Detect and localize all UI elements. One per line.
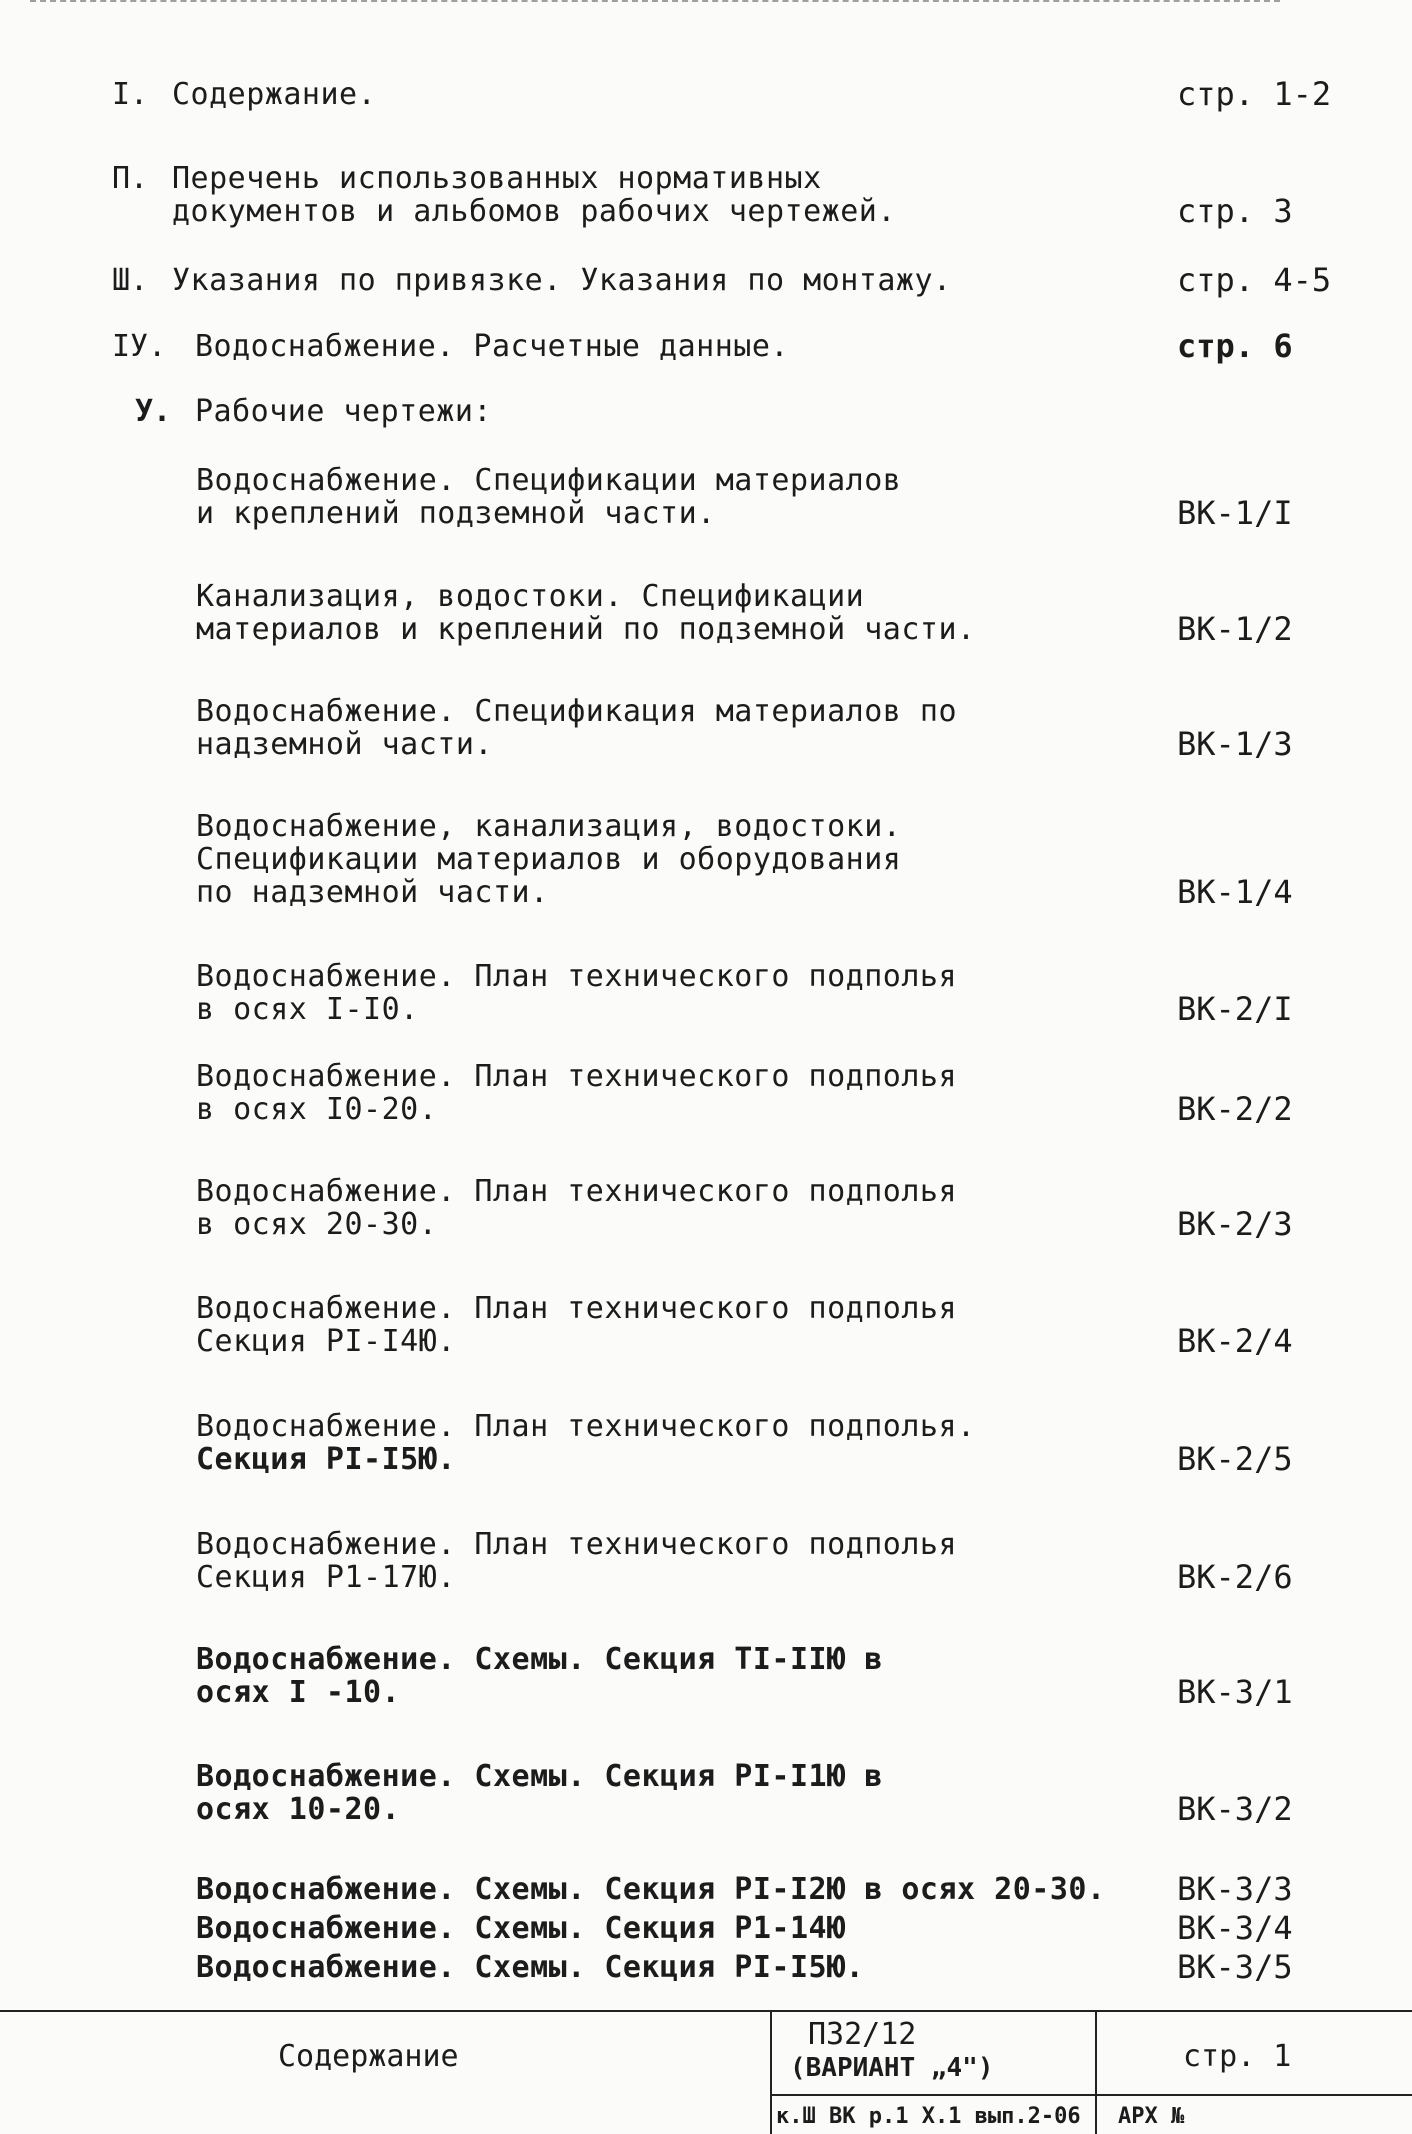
- drawing-title-line-2: в осях I-I0.: [196, 992, 419, 1027]
- drawing-title: Водоснабжение. Схемы. Секция P1-14Ю: [196, 1911, 846, 1946]
- drawing-title-line-1: Водоснабжение. План технического подполья.: [196, 1409, 976, 1444]
- drawing-sheet-ref: ВК-2/4: [1177, 1322, 1293, 1360]
- drawing-title-line-1: Водоснабжение. Спецификации материалов: [196, 463, 902, 498]
- toc-page-ref: стр. 6: [1177, 327, 1293, 365]
- drawing-sheet-ref: ВК-3/5: [1177, 1948, 1293, 1986]
- title-block-code: П32/12: [808, 2017, 917, 2052]
- toc-title-line-1: Перечень использованных нормативных: [172, 161, 822, 196]
- toc-title: Рабочие чертежи:: [195, 394, 492, 429]
- drawing-sheet-ref: ВК-1/I: [1177, 494, 1293, 532]
- title-block: [0, 2010, 1412, 2134]
- drawing-title-line-2: Секция P1-17Ю.: [196, 1560, 456, 1595]
- toc-title: Содержание.: [172, 77, 377, 112]
- drawing-sheet-ref: ВК-3/1: [1177, 1673, 1293, 1711]
- toc-title-line-2: документов и альбомов рабочих чертежей.: [172, 194, 896, 229]
- toc-number: П.: [112, 161, 149, 196]
- title-block-variant: (ВАРИАНТ „4"): [790, 2053, 994, 2083]
- drawing-title-line-2: и креплений подземной части.: [196, 496, 716, 531]
- toc-page-ref: стр. 3: [1177, 192, 1293, 230]
- drawing-title-line-1: Водоснабжение. План технического подполья: [196, 1174, 958, 1209]
- drawing-title-line-2: осях 10-20.: [196, 1792, 401, 1827]
- drawing-title-line-1: Водоснабжение. Схемы. Секция PI-I1Ю в: [196, 1759, 883, 1794]
- drawing-title-line-2: надземной части.: [196, 727, 493, 762]
- drawing-sheet-ref: ВК-3/4: [1177, 1909, 1293, 1947]
- drawing-title-line-2: Спецификации материалов и оборудования: [196, 842, 902, 877]
- drawing-title-line-2: Секция PI-I5Ю.: [196, 1442, 456, 1477]
- drawing-title-line-1: Водоснабжение. Спецификация материалов по: [196, 694, 958, 729]
- drawing-title: Водоснабжение. Схемы. Секция PI-I2Ю в осях 20-30.: [196, 1872, 1106, 1907]
- drawing-title-line-2: материалов и креплений по подземной части.: [196, 612, 976, 647]
- drawing-title-line-2: Секция PI-I4Ю.: [196, 1324, 456, 1359]
- drawing-title-line-3: по надземной части.: [196, 875, 549, 910]
- title-block-mid-line: [770, 2094, 1095, 2096]
- toc-page-ref: стр. 4-5: [1177, 261, 1332, 299]
- drawing-sheet-ref: ВК-3/3: [1177, 1870, 1293, 1908]
- top-edge-line: [30, 0, 1280, 5]
- drawing-title-line-1: Водоснабжение. Схемы. Секция TI-IIЮ в: [196, 1642, 883, 1677]
- drawing-title-line-2: в осях 20-30.: [196, 1207, 438, 1242]
- drawing-sheet-ref: ВК-1/4: [1177, 873, 1293, 911]
- drawing-title-line-1: Водоснабжение. План технического подполья: [196, 1291, 958, 1326]
- drawing-sheet-ref: ВК-1/2: [1177, 610, 1293, 648]
- drawing-title-line-1: Водоснабжение. План технического подполья: [196, 1527, 958, 1562]
- drawing-title-line-1: Водоснабжение. План технического подполья: [196, 959, 958, 994]
- drawing-sheet-ref: ВК-3/2: [1177, 1790, 1293, 1828]
- title-block-mid-line: [1095, 2094, 1412, 2096]
- drawing-title-line-1: Водоснабжение, канализация, водостоки.: [196, 809, 902, 844]
- toc-number: I.: [112, 77, 149, 112]
- drawing-sheet-ref: ВК-2/5: [1177, 1440, 1293, 1478]
- title-block-top-line: [0, 2010, 1412, 2012]
- toc-number: У.: [135, 394, 172, 429]
- drawing-title-line-1: Водоснабжение. План технического подполья: [196, 1059, 958, 1094]
- title-block-archive-ref: к.Ш ВК р.1 Х.1 вып.2-06: [776, 2104, 1081, 2129]
- toc-number: IУ.: [112, 329, 167, 364]
- drawing-title-line-1: Канализация, водостоки. Спецификации: [196, 579, 865, 614]
- title-block-sheet-title: Содержание: [278, 2039, 459, 2074]
- title-block-archive-no: АРХ №: [1118, 2104, 1185, 2129]
- drawing-title-line-2: осях I -10.: [196, 1675, 401, 1710]
- toc-page-ref: стр. 1-2: [1177, 75, 1332, 113]
- drawing-sheet-ref: ВК-2/6: [1177, 1558, 1293, 1596]
- toc-title: Указания по привязке. Указания по монтажу.: [172, 263, 952, 298]
- title-block-divider: [1095, 2010, 1097, 2134]
- title-block-divider: [770, 2010, 772, 2134]
- drawing-sheet-ref: ВК-1/3: [1177, 725, 1293, 763]
- drawing-title: Водоснабжение. Схемы. Секция PI-I5Ю.: [196, 1950, 865, 1985]
- drawing-sheet-ref: ВК-2/2: [1177, 1090, 1293, 1128]
- drawing-sheet-ref: ВК-2/3: [1177, 1205, 1293, 1243]
- toc-number: Ш.: [112, 263, 149, 298]
- toc-title: Водоснабжение. Расчетные данные.: [195, 329, 789, 364]
- drawing-title-line-2: в осях I0-20.: [196, 1092, 438, 1127]
- drawing-sheet-ref: ВК-2/I: [1177, 990, 1293, 1028]
- title-block-page: стр. 1: [1183, 2039, 1292, 2074]
